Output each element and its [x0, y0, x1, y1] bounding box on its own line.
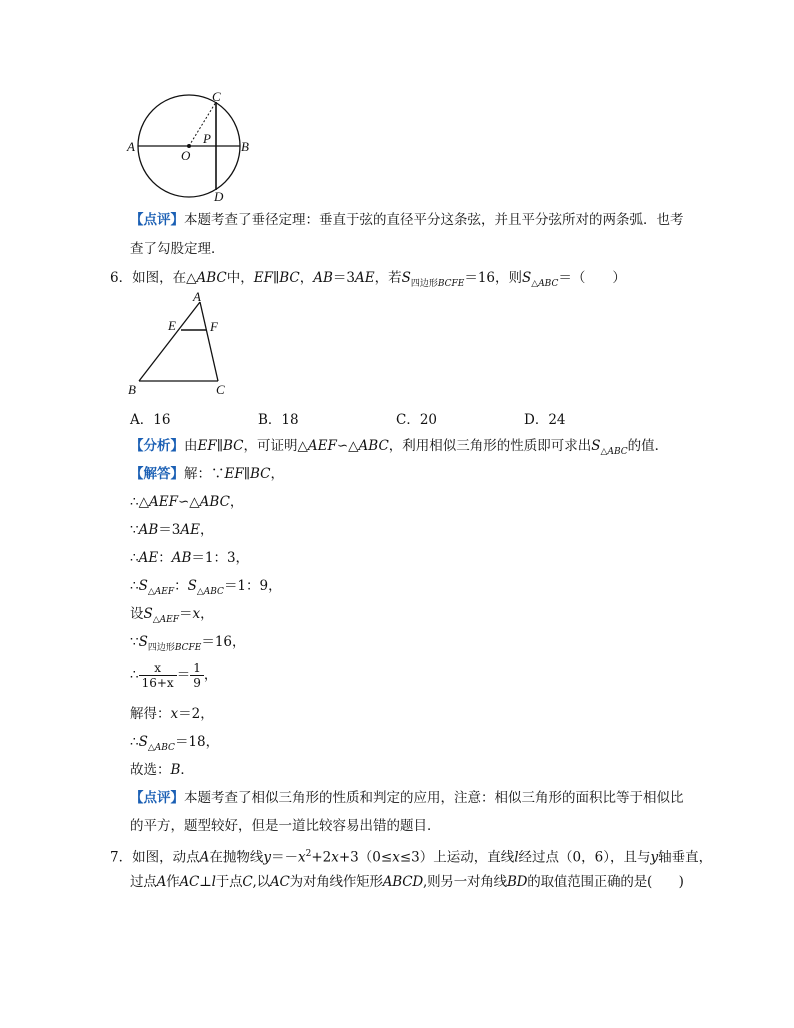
comment6-tag: 【点评】	[130, 790, 184, 806]
solution6-line7: $\because S_{四边形BCFE}=16$，	[130, 634, 246, 653]
solution6-line5: $\therefore S_{\triangle AEF}$：$S_{\triangle ABC}=1$：9，	[130, 578, 282, 597]
comment6-line1: 【点评】本题考查了相似三角形的性质和判定的应用，注意：相似三角形的面积比等于相似比	[130, 790, 684, 806]
solution6-line6: 设$S_{\triangle AEF}=x$，	[130, 606, 214, 625]
label-b: B	[241, 139, 249, 154]
solution6-line8: ∴ $\frac{x}{16+x}$ ＝ $\frac{1}{9}$ ，	[130, 661, 218, 690]
solution6-line1: 【解答】解：∵EF∥BC，	[130, 466, 284, 482]
q6-stem: 6．如图，在△ABC中，EF∥BC，AB＝3AE，若$S_{四边形BCFE}=16$，则$S_{\triangle ABC}=$（ ）	[110, 270, 626, 289]
comment5-line1: 【点评】本题考查了垂径定理：垂直于弦的直径平分这条弦，并且平分弦所对的两条弧．也考	[130, 212, 684, 228]
solution6-line9: 解得：x＝2，	[130, 706, 214, 722]
circle-figure	[120, 88, 260, 206]
fraction-one-ninth: $\frac{1}{9}$	[190, 661, 204, 690]
q6-option-d: D．24	[524, 412, 566, 428]
solution6-line3: ∵AB＝3AE，	[130, 522, 214, 538]
comment5-tag: 【点评】	[130, 212, 184, 228]
label-a: A	[193, 290, 201, 304]
label-d: D	[214, 189, 224, 204]
comment6-line2: 的平方，题型较好，但是一道比较容易出错的题目．	[130, 818, 441, 834]
label-f: F	[210, 319, 218, 334]
side-ab	[139, 302, 200, 381]
q6-option-b: B．18	[258, 412, 299, 428]
analysis6: 【分析】由EF∥BC，可证明△AEF∽△ABC，利用相似三角形的性质即可求出$S_{\triangle ABC}$的值．	[130, 438, 669, 457]
solution6-line4: ∴AE：AB＝1：3，	[130, 550, 250, 566]
label-b: B	[128, 382, 136, 397]
solution6-line11: 故选：B．	[130, 762, 194, 778]
label-a: A	[127, 139, 135, 154]
label-o: O	[181, 148, 191, 163]
label-c: C	[216, 382, 225, 397]
comment5-line2: 查了勾股定理．	[130, 241, 225, 257]
label-e: E	[168, 318, 176, 333]
solution6-line2: ∴△AEF∽△ABC，	[130, 494, 244, 510]
solution6-tag: 【解答】	[130, 466, 184, 482]
side-ac	[200, 302, 218, 381]
q6-option-a: A．16	[130, 412, 171, 428]
q6-option-c: C．20	[396, 412, 438, 428]
q7-line2: 过点A作AC⊥l于点C,以AC为对角线作矩形ABCD,则另一对角线BD的取值范围正确的是( )	[130, 874, 684, 890]
q7-line1: 7．如图，动点A在抛物线$y=-x^2+2x+3(0\le x\le 3)$上运动，直线l经过点（0，6），且与y轴垂直，	[110, 849, 713, 866]
solution6-line10: $\therefore S_{\triangle ABC}=18$，	[130, 734, 220, 753]
triangle-figure	[122, 290, 234, 398]
fraction-x-over-16-plus-x: $\frac{x}{16+x}$	[139, 661, 177, 690]
analysis6-tag: 【分析】	[130, 438, 184, 454]
label-c: C	[212, 89, 221, 104]
label-p: P	[203, 131, 211, 146]
